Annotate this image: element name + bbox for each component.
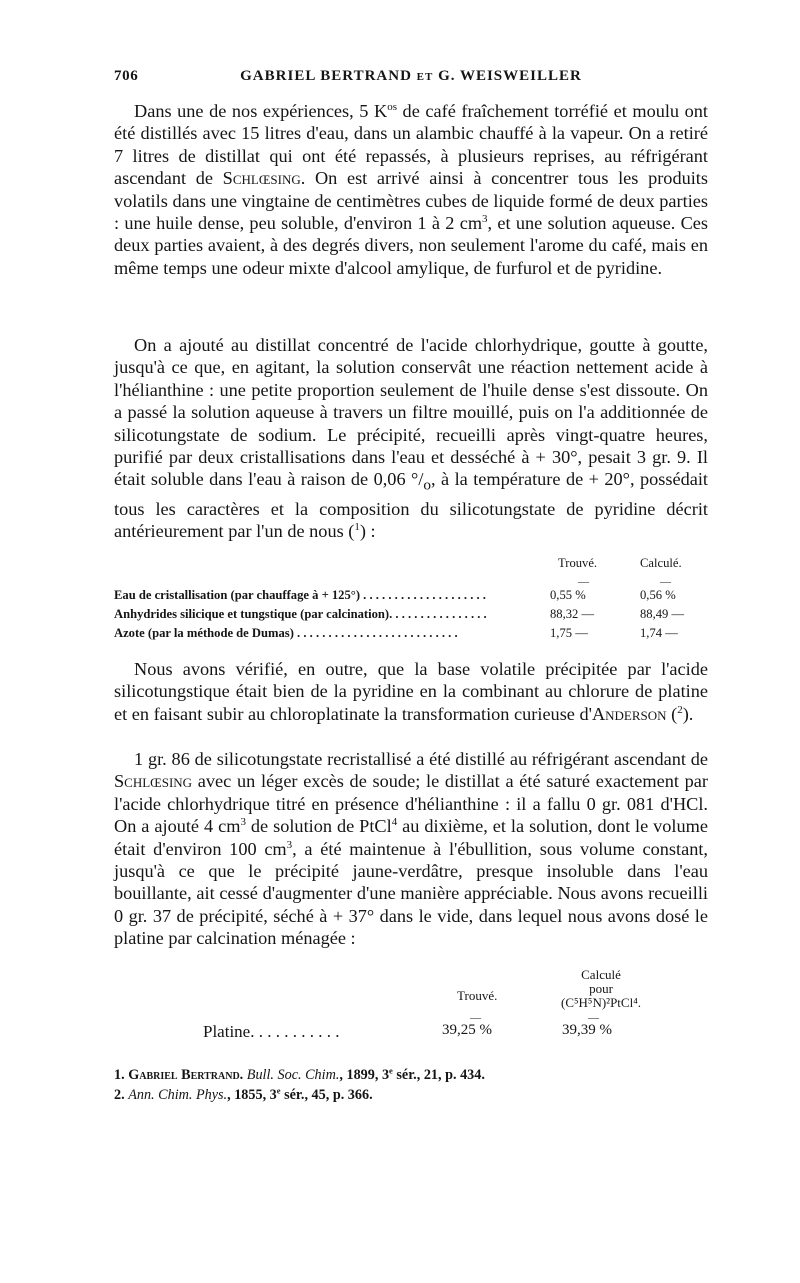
row-calc: 39,39 % [562, 1022, 612, 1038]
footnote-citation-a: , 1899, 3 [339, 1067, 390, 1083]
dash-found: — [578, 576, 589, 588]
col-calc-formula: (C⁵H⁵N)²PtCl⁴. [561, 995, 641, 1010]
row-label: Platine. . . . . . . . . . . [203, 1022, 340, 1041]
footnote-ref-1[interactable]: 1 [354, 520, 360, 533]
para4-text-d: au dixième, et la solution, dont le volume était d'environ 100 cm [114, 816, 708, 859]
footnote-2 [114, 1085, 708, 1105]
footnote-citation-b: sér., 45, p. 366. [280, 1087, 373, 1103]
para4-sup-3: 3 [286, 838, 293, 851]
paragraph-3 [114, 658, 708, 725]
row-label: Eau de cristallisation (par chauffage à + 125°) . . . . . . . . . . . . . . . . . . . . [114, 588, 486, 602]
row-found: 39,25 % [442, 1022, 492, 1038]
para4-text-b: avec un léger excès de soude; le distillat a été saturé exactement par l'acide chlorhydrique titré en présence d'hélianthine : il a fallu 0 gr. 081 d'HCl. On a ajouté 4 cm [114, 771, 708, 837]
para2-sub: o [423, 477, 432, 495]
para1-text-c: . On est arrivé ainsi à concentrer tous les produits volatils dans une vingtaine de centimètres cubes de liquide formé de deux parties : une huile dense, peu soluble, d'environ 1 à 2 cm [114, 168, 708, 234]
col-found: Trouvé. [558, 556, 598, 570]
dash-calc: — [588, 1012, 599, 1024]
author-name-schloesing: Schlœsing [114, 771, 193, 792]
table1-header [114, 556, 708, 576]
para3-text-c: ). [682, 703, 694, 724]
author-name-schloesing: Schlœsing [222, 168, 301, 189]
para4-text-c: de solution de PtCl [245, 816, 392, 837]
author-name-anderson: Anderson [591, 703, 667, 724]
table-row [114, 607, 708, 626]
dash-calc: — [660, 576, 671, 588]
para2-text-b: , à la température de + 20°, possédait tous les caractères et la composition du silicotungstate de pyridine décrit antérieurement par l'un de nous ( [114, 469, 709, 541]
page-number: 706 [114, 68, 139, 84]
row-label: Azote (par la méthode de Dumas) . . . . . . . . . . . . . . . . . . . . . . . . . . [114, 626, 458, 640]
analysis-table-1 [114, 556, 708, 645]
row-found: 0,55 % [550, 588, 586, 602]
para1-sup-c: 3 [482, 212, 488, 225]
footnote-citation-b: sér., 21, p. 434. [392, 1067, 485, 1083]
footnote-author: Gabriel Bertrand. [128, 1067, 244, 1083]
para2-text-a: On a ajouté au distillat concentré de l'acide chlorhydrique, goutte à goutte, jusqu'à ce que, en agitant, la solution conservât une réaction nettement acide à l'hélianthine : une petite proportion seulement de l'huile dense s'est dissoute. On a passé la solution aqueuse à travers un filtre mouillé, puis on l'a additionnée de silicotungstate de sodium. Le précipité, recueilli après vingt-quatre heures, purifié par deux cristallisations dans l'eau et desséché à + 30°, pesait 3 gr. 9. Il était soluble dans l'eau à raison de 0,06 °/ [114, 335, 708, 490]
running-title: GABRIEL BERTRAND et G. WEISWEILLER [240, 68, 582, 84]
col-calc-line-2: pour [589, 981, 613, 996]
table1-dashes [114, 576, 708, 588]
para3-text-b: ( [666, 703, 678, 724]
row-found: 88,32 — [550, 607, 595, 621]
para3-text-a: Nous avons vérifié, en outre, que la base volatile précipitée par l'acide silicotungstique était bien de la pyridine en la combinant au chlorure de platine et en faisant subir au chloroplatinate la transformation curieuse d' [114, 659, 708, 724]
footnote-1 [114, 1065, 708, 1085]
para1-text-a: Dans une de nos expériences, 5 K [134, 101, 388, 121]
para1-sup-a: os [387, 100, 397, 113]
footnote-journal: Bull. Soc. Chim. [246, 1067, 340, 1083]
table-row [114, 588, 708, 607]
paragraph-4 [114, 748, 708, 950]
para4-text-a: 1 gr. 86 de silicotungstate recristallisé a été distillé au réfrigérant ascendant de [134, 749, 708, 769]
para4-sup-2: 4 [391, 816, 398, 829]
paragraph-1 [114, 100, 708, 279]
row-calc: 1,74 — [640, 626, 678, 640]
row-calc: 0,56 % [640, 588, 676, 602]
running-header [114, 68, 708, 90]
footnote-journal: Ann. Chim. Phys. [128, 1087, 228, 1103]
row-calc: 88,49 — [640, 607, 685, 621]
footnotes [114, 1065, 708, 1105]
para4-sup-1: 3 [240, 816, 246, 829]
footnote-number: 2. [114, 1087, 125, 1103]
footnote-citation-a: , 1855, 3 [227, 1087, 277, 1103]
footnote-number: 1. [114, 1067, 125, 1083]
para4-text-e: , a été maintenue à l'ébullition, sous volume constant, jusqu'à ce que le précipité jaune-verdâtre, presque insoluble dans l'eau bouillante, ait cessé d'augmenter d'une manière appréciable. Nous avons recueilli 0 gr. 37 de précipité, séché à + 37° dans le vide, dans lequel nous avons dosé le platine par calcination ménagée : [114, 838, 708, 949]
footnote-ref-2[interactable]: 2 [677, 703, 683, 716]
col-calc: Calculé. [640, 556, 682, 570]
footnote-sup: e [276, 1085, 281, 1096]
row-label: Anhydrides silicique et tungstique (par calcination). . . . . . . . . . . . . . . . [114, 607, 487, 621]
col-calc-line-1: Calculé [581, 967, 621, 982]
row-found: 1,75 — [550, 626, 588, 640]
footnote-sup: e [389, 1065, 393, 1076]
table-row [114, 626, 708, 645]
col-calc [526, 968, 676, 1010]
col-found: Trouvé. [457, 988, 498, 1003]
para1-text-b: de café fraîchement torréfié et moulu ont été distillés avec 15 litres d'eau, dans un alambic chauffé à la vapeur. On a retiré 7 litres de distillat qui ont été repassés, à plusieurs reprises, au réfrigérant ascendant de [114, 101, 708, 189]
dash-found: — [470, 1012, 481, 1024]
para2-text-c: ) : [359, 520, 376, 541]
paragraph-2 [114, 334, 708, 542]
para1-text-d: , et une solution aqueuse. Ces deux parties avaient, à des degrés divers, non seulement l'arome du café, mais en même temps une odeur mixte d'alcool amylique, de furfurol et de pyridine. [114, 213, 708, 278]
